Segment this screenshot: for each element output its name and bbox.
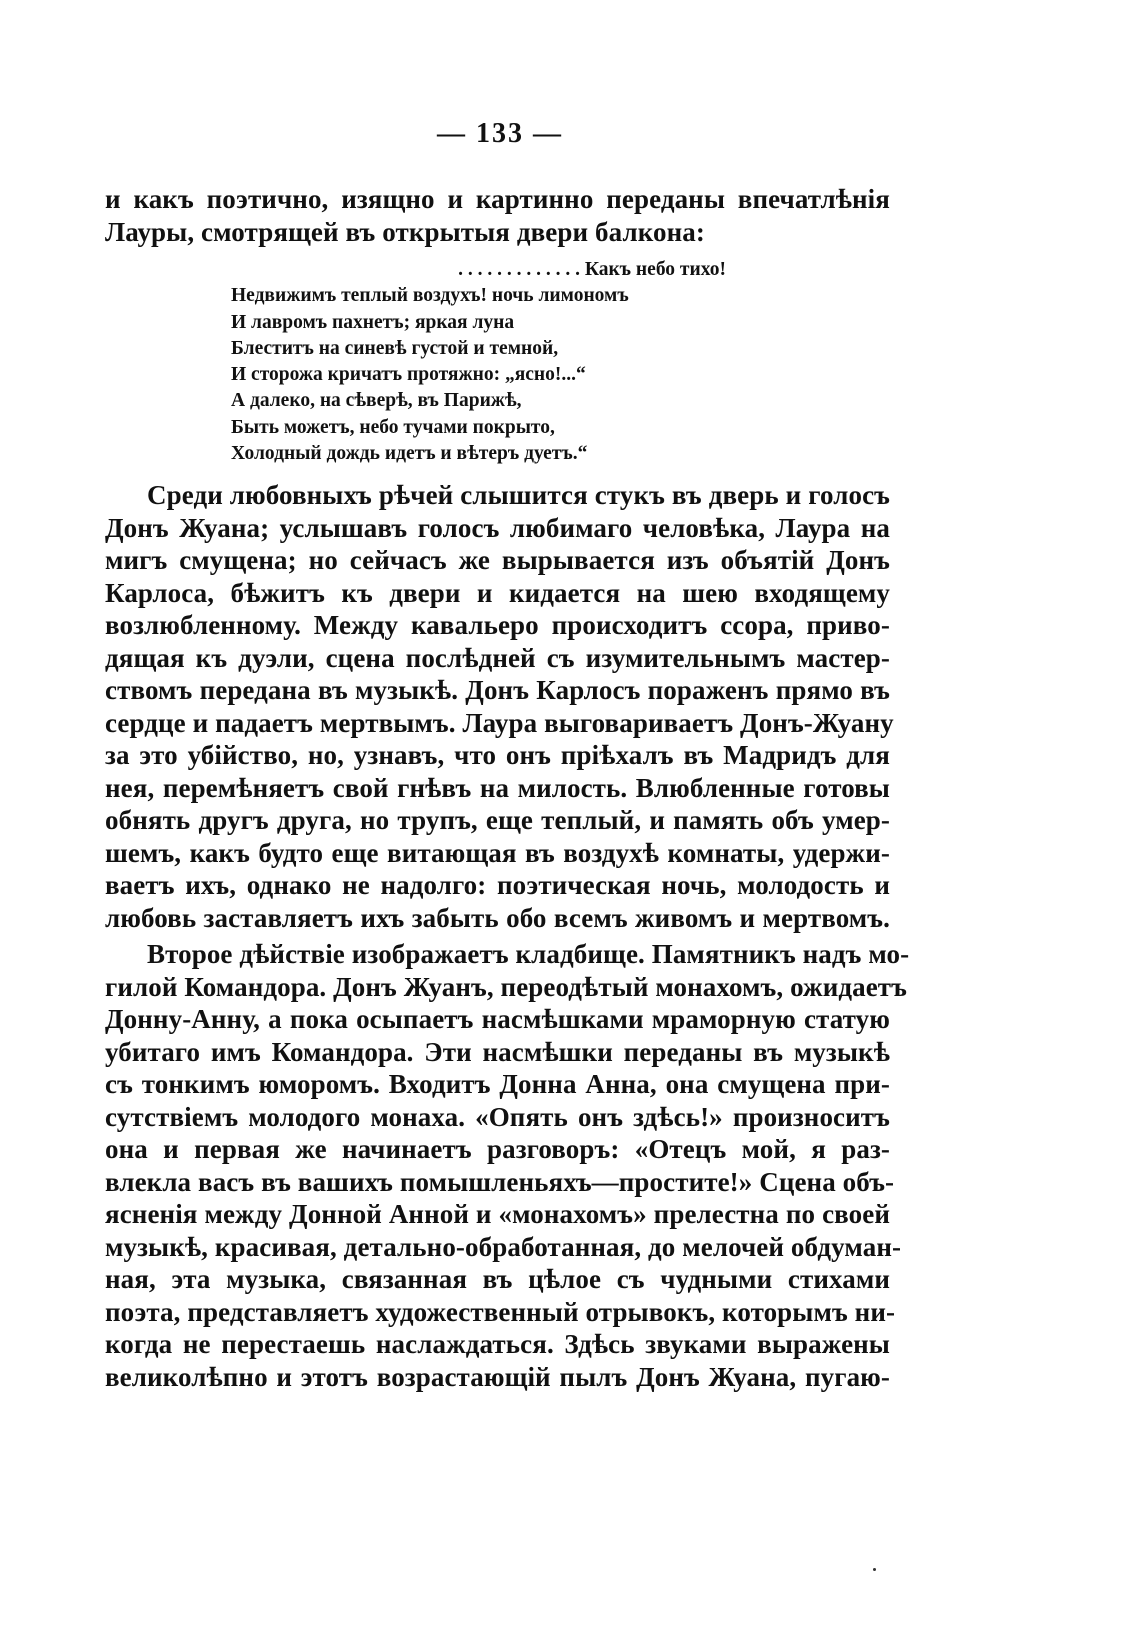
paragraph-2 (105, 938, 910, 1393)
text-line: ствомъ передана въ музыкѣ. Донъ Карлосъ пораженъ прямо въ (105, 675, 890, 705)
poem-line: Недвижимъ теплый воздухъ! ночь лимономъ (231, 285, 629, 307)
text-line: влекла васъ въ вашихъ помышленьяхъ—простите!» Сцена объ- (105, 1166, 895, 1197)
text-line: возлюбленному. Между кавальеро происходитъ ссора, приво- (105, 610, 890, 640)
text-line: Среди любовныхъ рѣчей слышится стукъ въ дверь и голосъ (147, 480, 890, 510)
text-line: она и первая же начинаетъ разговоръ: «Отецъ мой, я раз- (105, 1134, 890, 1164)
text-line: сутствіемъ молодого монаха. «Опять онъ здѣсь!» произноситъ (105, 1101, 890, 1132)
poem-line: Быть можетъ, небо тучами покрыто, (231, 416, 555, 438)
paragraph-1 (105, 479, 894, 934)
poem-line: И лавромъ пахнетъ; яркая луна (231, 311, 515, 333)
poem-quote (231, 257, 731, 467)
text-line: мигъ смущена; но сейчасъ же вырывается изъ объятій Донъ (105, 545, 890, 575)
text-line: когда не перестаешь наслаждаться. Здѣсь звуками выражены (105, 1329, 890, 1359)
text-line: убитаго имъ Командора. Эти насмѣшки переданы въ музыкѣ (105, 1036, 890, 1067)
text-line: ная, эта музыка, связанная въ цѣлое съ чудными стихами (105, 1264, 890, 1294)
print-speck (873, 1568, 876, 1571)
text-line: Второе дѣйствіе изображаетъ кладбище. Памятникъ надъ мо- (147, 939, 910, 969)
text-line: нея, перемѣняетъ свой гнѣвъ на милость. Влюбленные готовы (105, 772, 890, 803)
intro-text (105, 183, 890, 248)
text-line: музыкѣ, красивая, детально-обработанная, до мелочей обдуман- (105, 1231, 902, 1262)
text-line: Лауры, смотрящей въ открытыя двери балкона: (105, 216, 705, 247)
text-line: поэта, представляетъ художественный отрывокъ, которымъ ни- (105, 1296, 896, 1327)
text-line: ясненія между Донной Анной и «монахомъ» прелестна по своей (105, 1199, 890, 1229)
text-line: Донну-Анну, а пока осыпаетъ насмѣшками мраморную статую (105, 1004, 890, 1034)
text-line: гилой Командора. Донъ Жуанъ, переодѣтый монахомъ, ожидаетъ (105, 971, 907, 1002)
text-line: ваетъ ихъ, однако не надолго: поэтическая ночь, молодость и (105, 870, 890, 900)
page-number: — 133 — (437, 118, 563, 149)
poem-line: Блеститъ на синевѣ густой и темной, (231, 337, 559, 359)
poem-line: . . . . . . . . . . . . . Какъ небо тихо! (458, 259, 726, 280)
poem-line: Холодный дождь идетъ и вѣтеръ дуетъ.“ (231, 443, 588, 465)
text-line: обнять другъ друга, но трупъ, еще теплый, и память объ умер- (105, 805, 890, 835)
poem-line: А далеко, на сѣверѣ, въ Парижѣ, (231, 390, 522, 412)
text-line: любовь заставляетъ ихъ забыть обо всемъ живомъ и мертвомъ. (105, 902, 890, 933)
text-line: Донъ Жуана; услышавъ голосъ любимаго человѣка, Лаура на (105, 512, 890, 543)
poem-line: И сторожа кричатъ протяжно: „ясно!...“ (231, 364, 586, 386)
text-line: сердце и падаетъ мертвымъ. Лаура выговариваетъ Донъ-Жуану (105, 707, 894, 738)
text-line: съ тонкимъ юморомъ. Входитъ Донна Анна, она смущена при- (105, 1069, 890, 1099)
text-line: шемъ, какъ будто еще витающая въ воздухѣ комнаты, удержи- (105, 837, 890, 868)
text-line: дящая къ дуэли, сцена послѣдней съ изумительнымъ мастер- (105, 642, 890, 673)
text-line: и какъ поэтично, изящно и картинно переданы впечатлѣнія (105, 184, 890, 214)
text-line: за это убійство, но, узнавъ, что онъ пріѣхалъ въ Мадридъ для (105, 740, 890, 770)
text-line: Карлоса, бѣжитъ къ двери и кидается на шею входящему (105, 577, 890, 608)
text-line: великолѣпно и этотъ возрастающій пылъ Донъ Жуана, пугаю- (105, 1361, 890, 1392)
